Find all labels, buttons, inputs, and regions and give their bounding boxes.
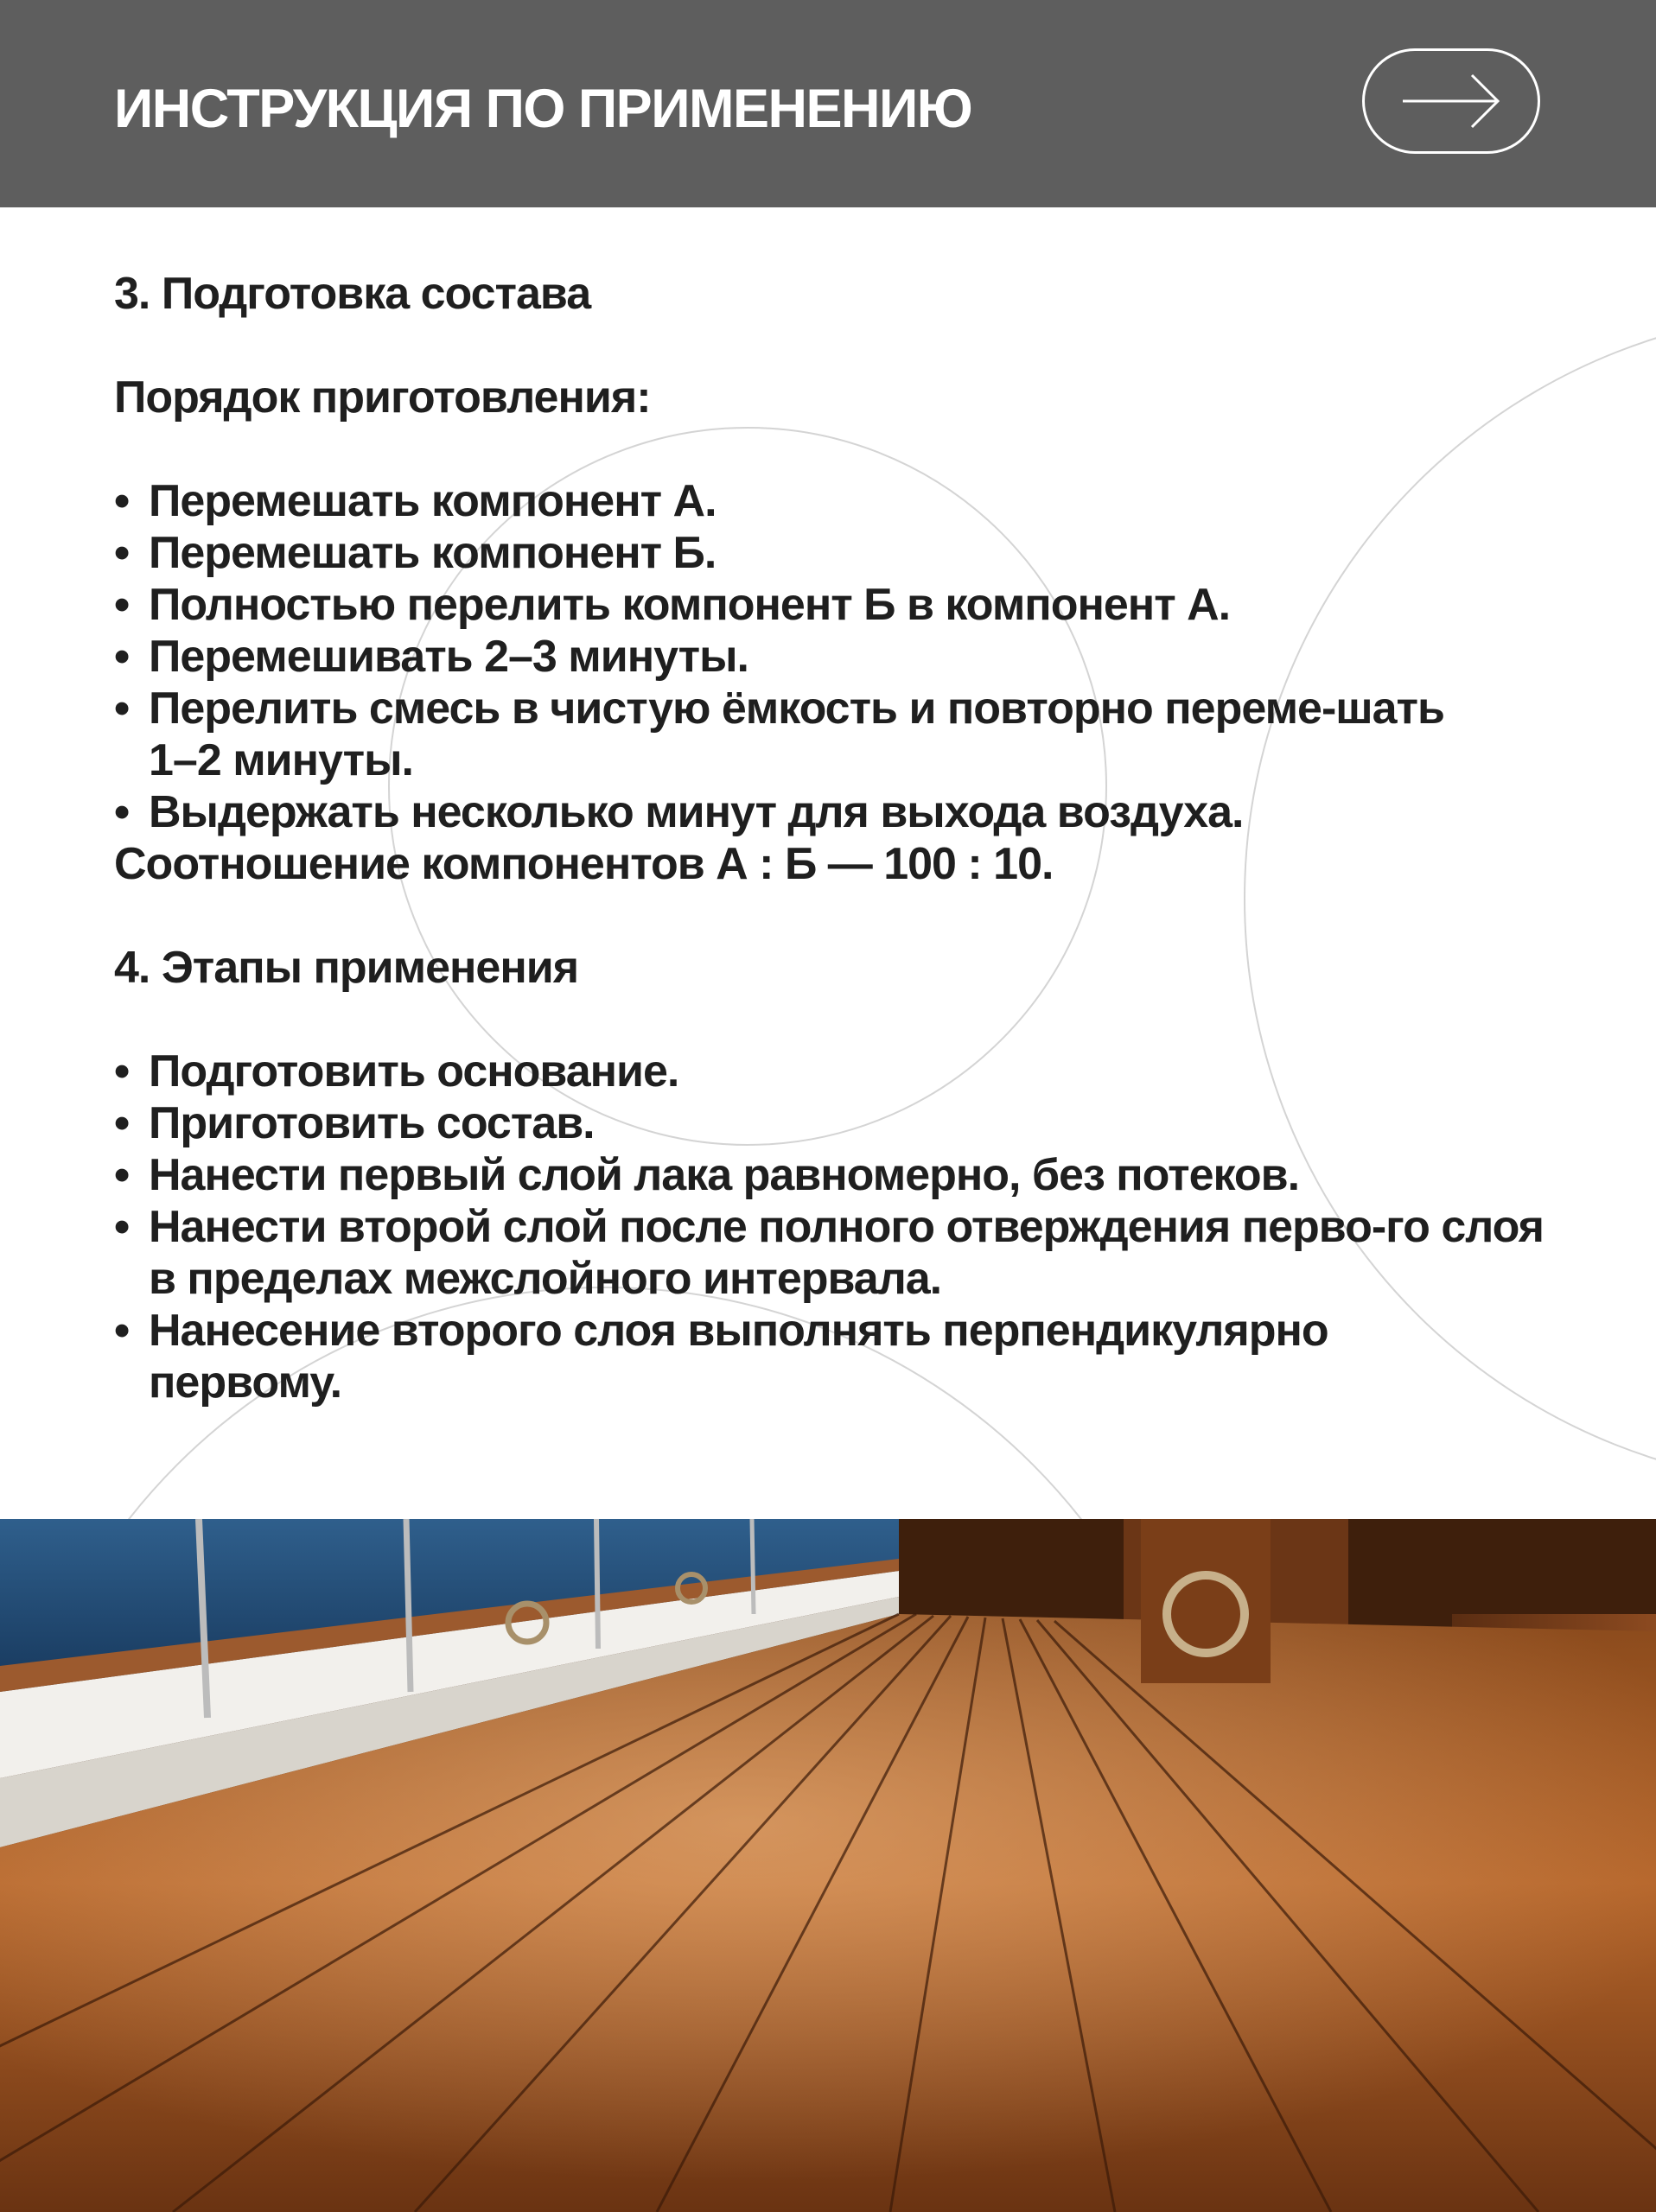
section-3-title: 3. Подготовка состава [114,269,591,319]
list-item: • Выдержать несколько минут для выхода воздуха. [114,786,1566,838]
section-4-title: 4. Этапы применения [114,943,579,993]
instructions-content [114,268,1566,1408]
next-page-button[interactable] [1362,48,1540,154]
section-3-subtitle: Порядок приготовления: [114,372,651,423]
page-header [0,0,1656,207]
list-item: • Полностью перелить компонент Б в компонент А. [114,579,1566,631]
list-item: • Перелить смесь в чистую ёмкость и повторно переме-шать 1–2 минуты. [114,683,1497,786]
ship-deck-illustration [0,1519,1656,2212]
page-title: ИНСТРУКЦИЯ ПО ПРИМЕНЕНИЮ [114,79,972,139]
arrow-right-icon [1365,51,1538,151]
list-item: • Нанести второй слой после полного отверждения перво-го слоя в пределах межслойного интервала. [114,1201,1549,1305]
list-item: • Подготовить основание. [114,1046,1566,1097]
list-item: • Нанести первый слой лака равномерно, без потеков. [114,1149,1566,1201]
component-ratio: Соотношение компонентов А : Б — 100 : 10. [114,839,1054,889]
application-steps-list [114,1046,1566,1408]
list-item: • Перемешивать 2–3 минуты. [114,631,1566,683]
list-item: • Нанесение второго слоя выполнять перпендикулярно первому. [114,1305,1497,1408]
ship-deck-photo [0,1519,1656,2212]
preparation-steps-list [114,475,1566,838]
list-item: • Перемешать компонент А. [114,475,1566,527]
list-item: • Приготовить состав. [114,1097,1566,1149]
list-item: • Перемешать компонент Б. [114,527,1566,579]
